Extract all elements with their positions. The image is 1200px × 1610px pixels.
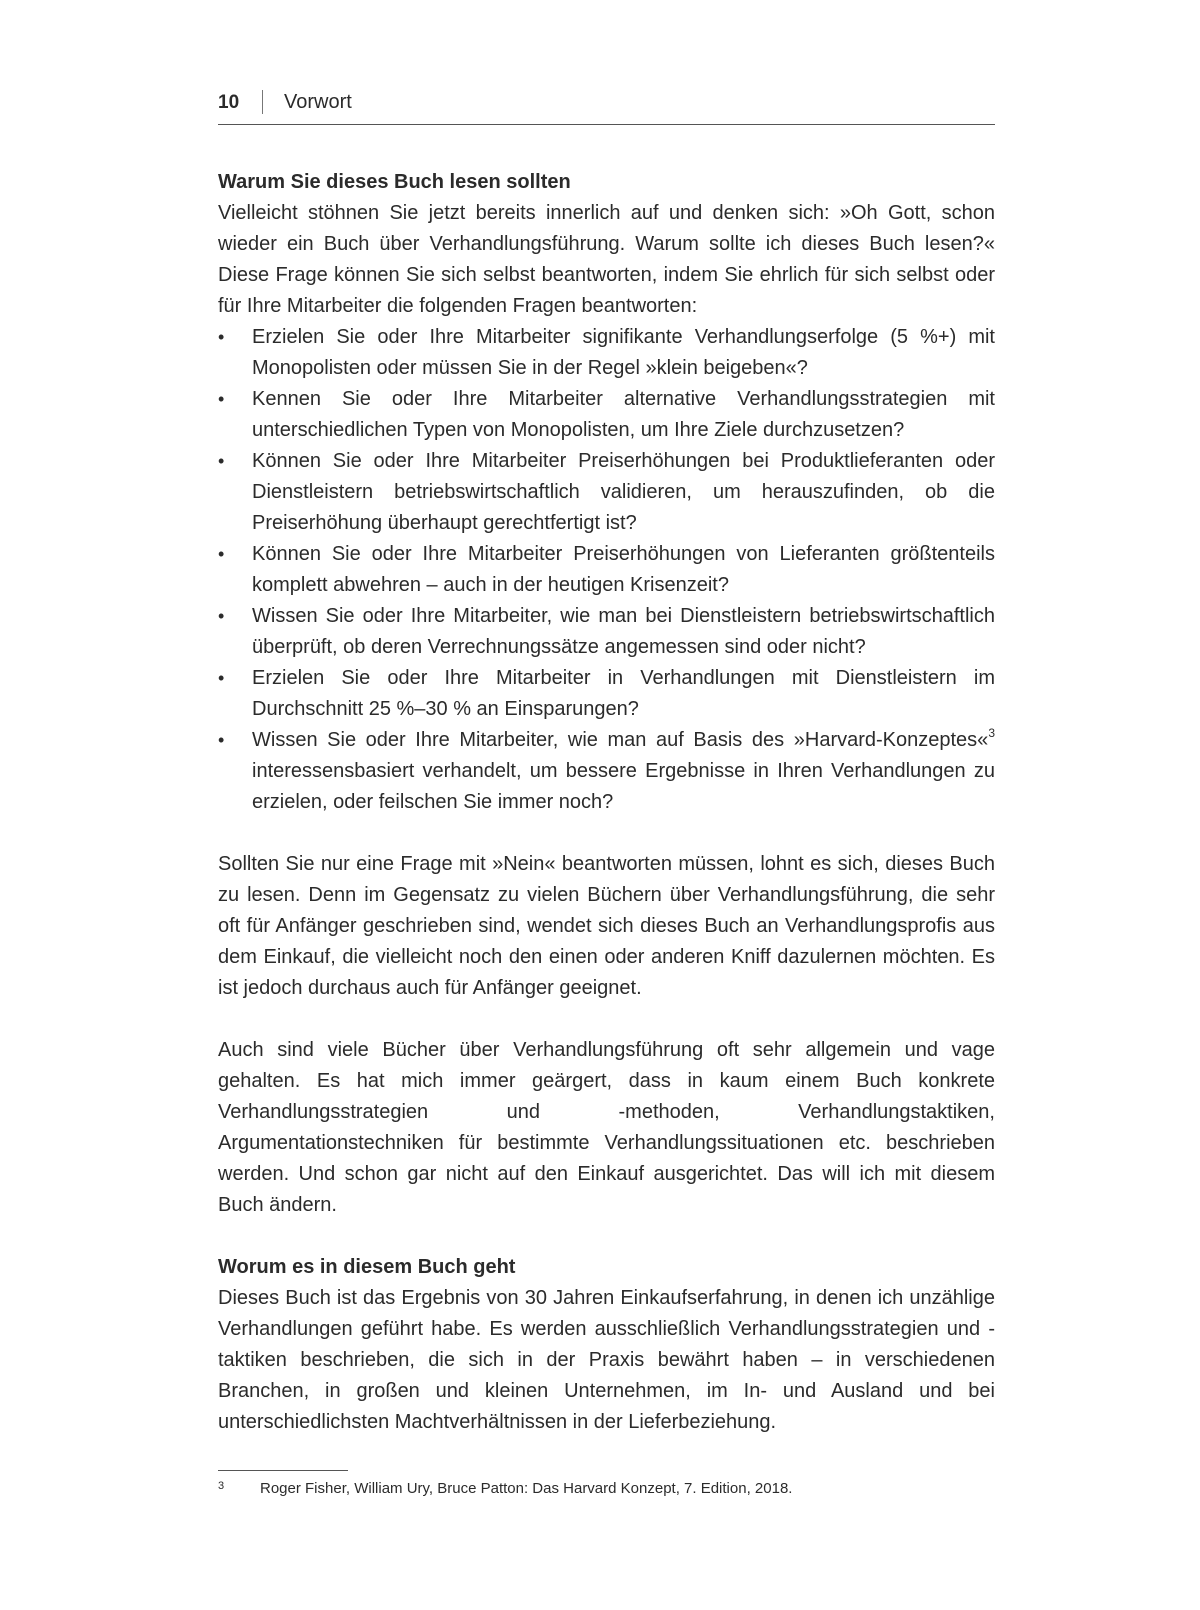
list-item xyxy=(218,663,995,725)
list-item xyxy=(218,322,995,384)
body-paragraph: Dieses Buch ist das Ergebnis von 30 Jahren Einkaufserfahrung, in denen ich unzählige Verhandlungen geführt habe. Es werden ausschließlich Verhandlungsstrategien und -taktiken beschrieben, die sich in der Praxis bewährt haben – in verschiedenen Branchen, in großen und kleinen Unternehmen, im In- und Ausland und bei unterschiedlichsten Machtverhältnissen in der Lieferbeziehung. xyxy=(218,1287,995,1433)
list-item xyxy=(218,725,995,818)
bullet-icon: • xyxy=(218,668,225,688)
list-item xyxy=(218,601,995,663)
running-header xyxy=(218,88,995,125)
list-item-text: Erzielen Sie oder Ihre Mitarbeiter signifikante Verhandlungserfolge (5 %+) mit Monopolisten oder müssen Sie in der Regel »klein beigeben«? xyxy=(252,326,995,379)
list-item xyxy=(218,384,995,446)
bullet-icon: • xyxy=(218,451,225,471)
list-item xyxy=(218,446,995,539)
bullet-icon: • xyxy=(218,730,225,750)
page-number: 10 xyxy=(218,92,240,113)
footnote-number: 3 xyxy=(218,1480,225,1492)
bullet-icon: • xyxy=(218,544,225,564)
footnote-divider xyxy=(218,1470,348,1471)
list-item-text: Wissen Sie oder Ihre Mitarbeiter, wie man auf Basis des »Harvard-Konzeptes« xyxy=(252,729,989,751)
section-heading-about: Worum es in diesem Buch geht xyxy=(218,1256,516,1278)
footnote-text: Roger Fisher, William Ury, Bruce Patton: Das Harvard Konzept, 7. Edition, 2018. xyxy=(260,1480,793,1497)
page-body xyxy=(218,167,995,1438)
list-item-text: Kennen Sie oder Ihre Mitarbeiter alternative Verhandlungsstrategien mit unterschiedlichen Typen von Monopolisten, um Ihre Ziele durchzusetzen? xyxy=(252,388,995,441)
body-paragraph: Sollten Sie nur eine Frage mit »Nein« beantworten müssen, lohnt es sich, dieses Buch zu lesen. Denn im Gegensatz zu vielen Büchern über Verhandlungsführung, die sehr oft für Anfänger geschrieben sind, wendet sich dieses Buch an Verhandlungsprofis aus dem Einkauf, die vielleicht noch den einen oder anderen Kniff dazulernen möchten. Es ist jedoch durchaus auch für Anfänger geeignet. xyxy=(218,853,995,999)
header-separator xyxy=(262,90,263,114)
list-item-text: Können Sie oder Ihre Mitarbeiter Preiserhöhungen bei Produktlieferanten oder Dienstleistern betriebswirtschaftlich validieren, um herauszufinden, ob die Preiserhöhung überhaupt gerechtfertigt ist? xyxy=(252,450,995,534)
list-item-text: Wissen Sie oder Ihre Mitarbeiter, wie man bei Dienstleistern betriebswirtschaftlich überprüft, ob deren Verrechnungssätze angemessen sind oder nicht? xyxy=(252,605,995,658)
list-item-text: Erzielen Sie oder Ihre Mitarbeiter in Verhandlungen mit Dienstleistern im Durchschnitt 25 %–30 % an Einsparungen? xyxy=(252,667,995,720)
bullet-icon: • xyxy=(218,606,225,626)
bullet-icon: • xyxy=(218,389,225,409)
list-item-text: Können Sie oder Ihre Mitarbeiter Preiserhöhungen von Lieferanten größtenteils komplett abwehren – auch in der heutigen Krisenzeit? xyxy=(252,543,995,596)
list-item-text-continued: interessensbasiert verhandelt, um bessere Ergebnisse in Ihren Verhandlungen zu erzielen, oder feilschen Sie immer noch? xyxy=(252,760,995,813)
footnote-reference[interactable]: 3 xyxy=(988,726,995,740)
bullet-icon: • xyxy=(218,327,225,347)
question-list xyxy=(218,322,995,818)
list-item xyxy=(218,539,995,601)
chapter-title: Vorwort xyxy=(284,91,352,113)
section-heading-why: Warum Sie dieses Buch lesen sollten xyxy=(218,171,571,193)
intro-paragraph: Vielleicht stöhnen Sie jetzt bereits innerlich auf und denken sich: »Oh Gott, schon wieder ein Buch über Verhandlungsführung. Warum sollte ich dieses Buch lesen?« Diese Frage können Sie sich selbst beantworten, indem Sie ehrlich für sich selbst oder für Ihre Mitarbeiter die folgenden Fragen beantworten: xyxy=(218,202,995,317)
body-paragraph: Auch sind viele Bücher über Verhandlungsführung oft sehr allgemein und vage gehalten. Es hat mich immer geärgert, dass in kaum einem Buch konkrete Verhandlungsstrategien und -methoden, Verhandlungstaktiken, Argumentationstechniken für bestimmte Verhandlungssituationen etc. beschrieben werden. Und schon gar nicht auf den Einkauf ausgerichtet. Das will ich mit diesem Buch ändern. xyxy=(218,1039,995,1216)
